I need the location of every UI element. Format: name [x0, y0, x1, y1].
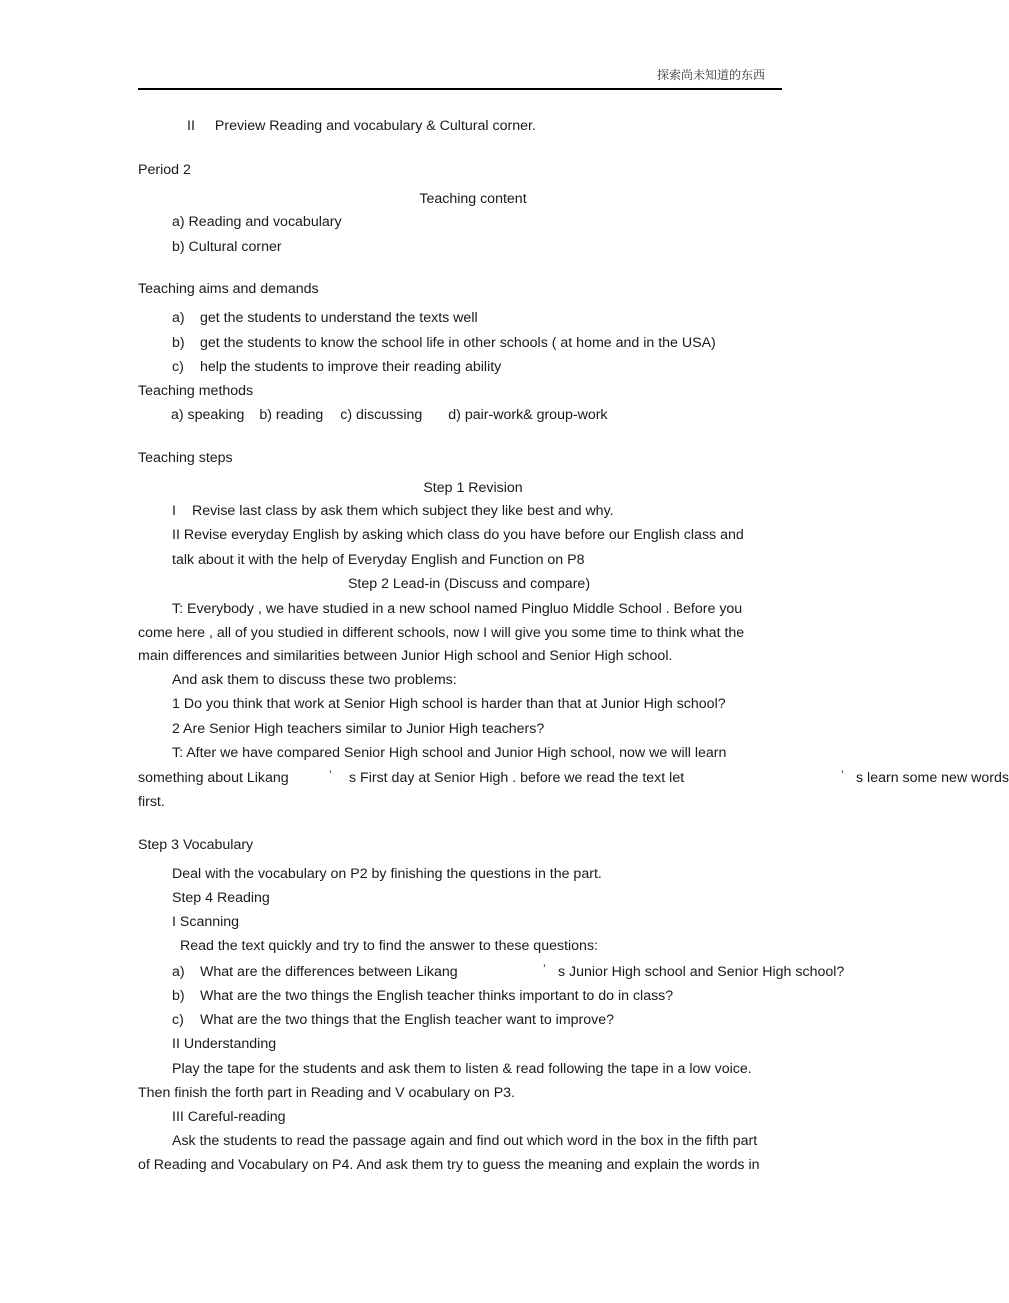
scanning-text: Read the text quickly and try to find the answer to these questions: — [180, 938, 598, 954]
scan-question-text: What are the differences between Likang — [200, 964, 458, 980]
step2-para2: And ask them to discuss these two problems: — [172, 672, 457, 688]
understanding-title: II Understanding — [172, 1036, 277, 1052]
step4-title: Step 4 Reading — [172, 890, 270, 906]
aim-text: get the students to understand the texts well — [200, 310, 478, 326]
preview-line — [187, 117, 536, 135]
method-item: c) discussing — [340, 407, 423, 423]
careful-reading-line2: of Reading and Vocabulary on P4. And ask them try to guess the meaning and explain the words in — [138, 1157, 760, 1173]
scan-question — [172, 1011, 614, 1029]
period-heading: Period 2 — [138, 162, 191, 178]
method-item: b) reading — [259, 407, 324, 423]
step1-title: Step 1 Revision — [423, 480, 523, 496]
method-item: d) pair-work& group-work — [448, 407, 608, 423]
aim-item — [172, 309, 478, 327]
step2-question-2: 2 Are Senior High teachers similar to Junior High teachers? — [172, 721, 545, 737]
step2-para3-line2c: s First day at Senior High . before we read the text let — [349, 770, 685, 786]
step1-ii-line2: talk about it with the help of Everyday English and Function on P8 — [172, 552, 585, 568]
teaching-content-title: Teaching content — [419, 191, 527, 207]
aim-label: c) — [172, 359, 184, 375]
careful-reading-title: III Careful-reading — [172, 1109, 286, 1125]
step2-para3-line1: T: After we have compared Senior High school and Junior High school, now we will learn — [172, 745, 727, 761]
step2-para1-line2: come here , all of you studied in different schools, now I will give you some time to think what the — [138, 625, 745, 641]
scan-question-label: a) — [172, 964, 185, 980]
scan-question — [172, 963, 458, 981]
scan-question-text: What are the two things that the English teacher want to improve? — [200, 1012, 615, 1028]
methods-heading: Teaching methods — [138, 383, 254, 399]
scan-question-text-b: s Junior High school and Senior High school? — [558, 964, 845, 980]
step2-para3-apostrophe-2: ’ — [841, 768, 844, 782]
scan-question-text: What are the two things the English teacher thinks important to do in class? — [200, 988, 674, 1004]
step3-text: Deal with the vocabulary on P2 by finishing the questions in the part. — [172, 866, 602, 882]
step2-para3-apostrophe-1: ’ — [329, 768, 332, 782]
step2-question-1: 1 Do you think that work at Senior High school is harder than that at Junior High school? — [172, 696, 726, 712]
step2-para1-line3: main differences and similarities between Junior High school and Senior High school. — [138, 648, 673, 664]
steps-heading: Teaching steps — [138, 450, 233, 466]
careful-reading-line1: Ask the students to read the passage again and find out which word in the box in the fifth part — [172, 1133, 758, 1149]
scan-question-label: b) — [172, 988, 185, 1004]
scan-question — [172, 987, 673, 1005]
scan-question-apostrophe: ’ — [543, 962, 546, 976]
header-rule — [138, 88, 782, 90]
preview-text: Preview Reading and vocabulary & Cultural corner. — [214, 118, 536, 134]
understanding-line2: Then finish the forth part in Reading and V ocabulary on P3. — [138, 1085, 515, 1101]
step1-i-number: I — [172, 503, 176, 519]
aim-text: get the students to know the school life in other schools ( at home and in the USA) — [200, 335, 716, 351]
step2-para3-line2e: s learn some new words — [856, 770, 1009, 786]
step2-para1-line1: T: Everybody , we have studied in a new school named Pingluo Middle School . Before you — [172, 601, 743, 617]
step3-title: Step 3 Vocabulary — [138, 837, 254, 853]
method-item: a) speaking — [171, 407, 245, 423]
step2-para3-line2a: something about Likang — [138, 770, 289, 786]
scan-question-label: c) — [172, 1012, 184, 1028]
aim-item — [172, 334, 716, 352]
step1-item-i — [172, 502, 614, 520]
page-header-text: 探索尚未知道的东西 — [657, 68, 766, 82]
aim-label: a) — [172, 310, 185, 326]
preview-number: II — [187, 118, 195, 134]
step1-ii-line1: II Revise everyday English by asking which class do you have before our English class and — [172, 527, 744, 543]
step2-para3-line3: first. — [138, 794, 165, 810]
understanding-line1: Play the tape for the students and ask them to listen & read following the tape in a low voice. — [172, 1061, 752, 1077]
content-item-b: b) Cultural corner — [172, 239, 282, 255]
aims-heading: Teaching aims and demands — [138, 281, 319, 297]
aim-text: help the students to improve their reading ability — [200, 359, 502, 375]
step2-title: Step 2 Lead-in (Discuss and compare) — [347, 576, 591, 592]
content-item-a: a) Reading and vocabulary — [172, 214, 342, 230]
step1-i-text: Revise last class by ask them which subject they like best and why. — [191, 503, 614, 519]
scanning-title: I Scanning — [172, 914, 240, 930]
aim-item — [172, 358, 501, 376]
methods-line — [171, 406, 608, 424]
aim-label: b) — [172, 335, 185, 351]
